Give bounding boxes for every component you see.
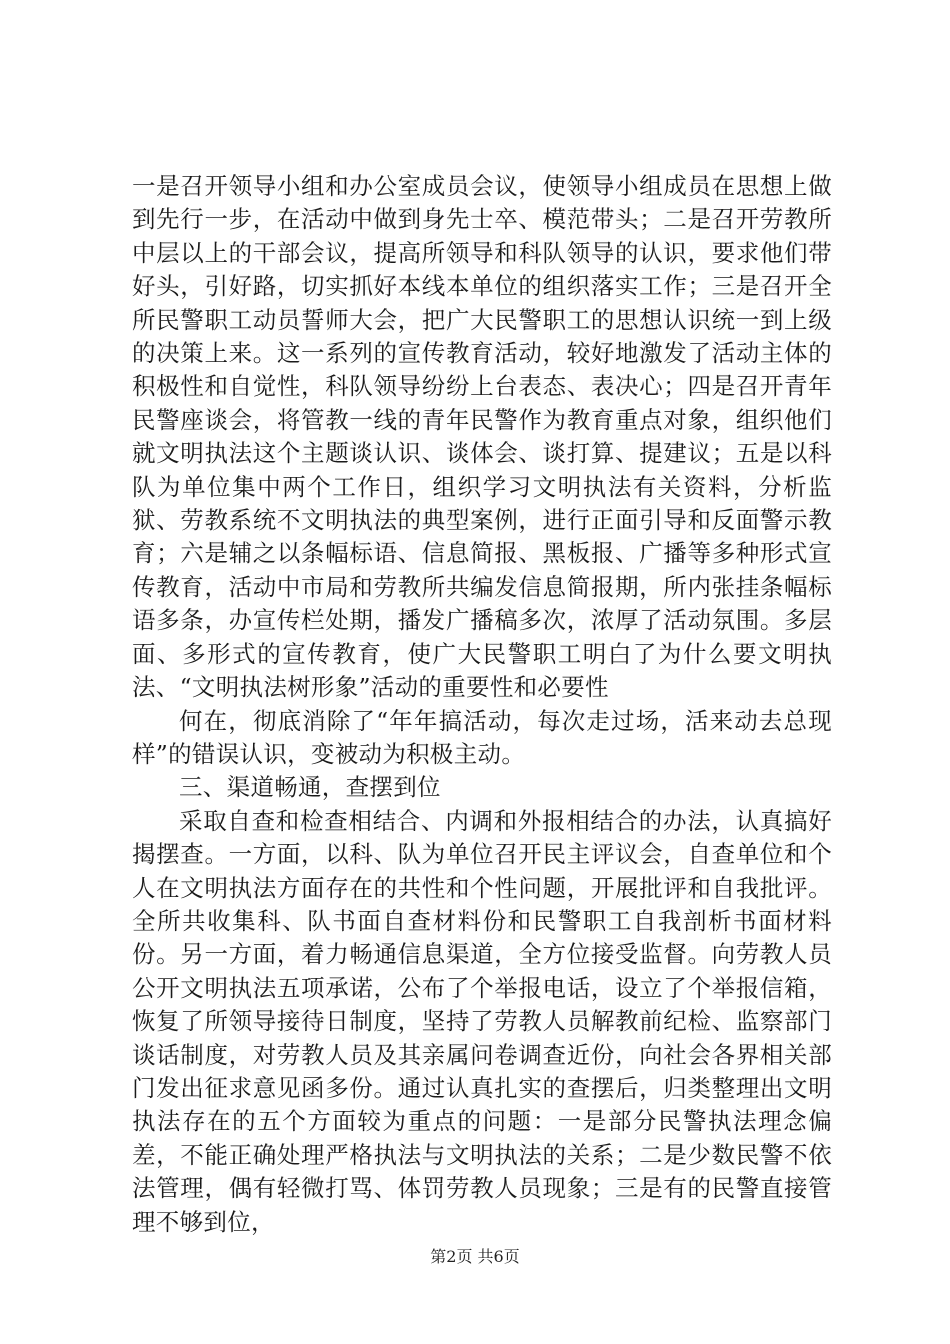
section-heading: 三、渠道畅通，查摆到位 — [179, 773, 441, 802]
paragraph-2: 何在，彻底消除了“年年搞活动，每次走过场，活来动去总现样”的错误认识，变被动为积极主动。 — [132, 706, 832, 768]
document-body — [132, 170, 832, 1239]
page-number-footer: 第2页 共6页 — [430, 1247, 520, 1266]
paragraph-3: 采取自查和检查相结合、内调和外报相结合的办法，认真搞好揭摆查。一方面，以科、队为单位召开民主评议会，自查单位和个人在文明执法方面存在的共性和个性问题，开展批评和自我批评。全所共收集科、队书面自查材料份和民警职工自我剖析书面材料份。另一方面，着力畅通信息渠道，全方位接受监督。向劳教人员公开文明执法五项承诺，公布了个举报电话，设立了个举报信箱，恢复了所领导接待日制度，坚持了劳教人员解教前纪检、监察部门谈话制度，对劳教人员及其亲属问卷调查近份，向社会各界相关部门发出征求意见函多份。通过认真扎实的查摆后，归类整理出文明执法存在的五个方面较为重点的问题：一是部分民警执法理念偏差，不能正确处理严格执法与文明执法的关系；二是少数民警不依法管理，偶有轻微打骂、体罚劳教人员现象；三是有的民警直接管理不够到位， — [132, 806, 832, 1236]
paragraph-1: 一是召开领导小组和办公室成员会议，使领导小组成员在思想上做到先行一步，在活动中做到身先士卒、模范带头；二是召开劳教所中层以上的干部会议，提高所领导和科队领导的认识，要求他们带好头，引好路，切实抓好本线本单位的组织落实工作；三是召开全所民警职工动员誓师大会，把广大民警职工的思想认识统一到上级的决策上来。这一系列的宣传教育活动，较好地激发了活动主体的积极性和自觉性，科队领导纷纷上台表态、表决心；四是召开青年民警座谈会，将管教一线的青年民警作为教育重点对象，组织他们就文明执法这个主题谈认识、谈体会、谈打算、提建议；五是以科队为单位集中两个工作日，组织学习文明执法有关资料，分析监狱、劳教系统不文明执法的典型案例，进行正面引导和反面警示教育；六是辅之以条幅标语、信息简报、黑板报、广播等多种形式宣传教育，活动中市局和劳教所共编发信息简报期，所内张挂条幅标语多条，办宣传栏处期，播发广播稿多次，浓厚了活动氛围。多层面、多形式的宣传教育，使广大民警职工明白了为什么要文明执法、“文明执法树形象”活动的重要性和必要性 — [132, 172, 832, 702]
